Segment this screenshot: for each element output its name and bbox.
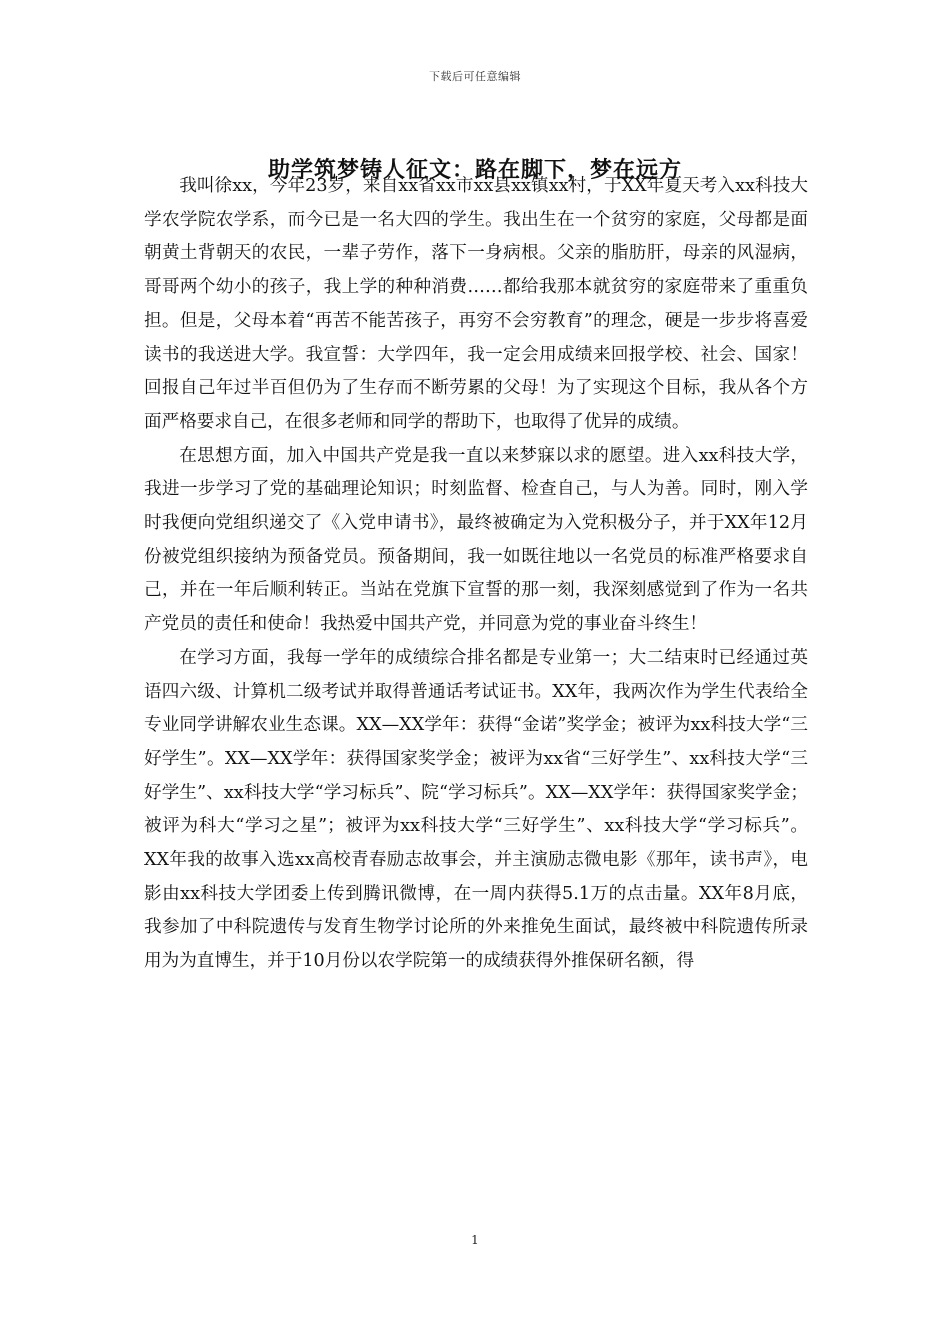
document-title: 助学筑梦铸人征文：路在脚下，梦在远方 xyxy=(267,157,682,183)
page-header: 下载后可任意编辑 xyxy=(429,70,521,83)
page-number: 1 xyxy=(471,1233,479,1247)
paragraph-intro: 我叫徐xx，今年23岁，来自xx省xx市xx县xx镇xx村，于XX年夏天考入xx科技大学农学院农学系，而今已是一名大四的学生。我出生在一个贫穷的家庭，父母都是面朝黄土背朝天的农民，一辈子劳作，落下一身病根。父亲的脂肪肝，母亲的风湿病，哥哥两个幼小的孩子，我上学的种种消费……都给我那本就贫穷的家庭带来了重重负担。但是，父母本着“再苦不能苦孩子，再穷不会穷教育”的理念，硬是一步步将喜爱读书的我送进大学。我宣誓：大学四年，我一定会用成绩来回报学校、社会、国家！回报自己年过半百但仍为了生存而不断劳累的父母！为了实现这个目标，我从各个方面严格要求自己，在很多老师和同学的帮助下，也取得了优异的成绩。 xyxy=(144,176,808,432)
paragraph-study: 在学习方面，我每一学年的成绩综合排名都是专业第一；大二结束时已经通过英语四六级、计算机二级考试并取得普通话考试证书。XX年，我两次作为学生代表给全专业同学讲解农业生态课。XX—XX学年：获得“金诺”奖学金；被评为xx科技大学“三好学生”。XX—XX学年：获得国家奖学金；被评为xx省“三好学生”、xx科技大学“三好学生”、xx科技大学“学习标兵”、院“学习标兵”。XX—XX学年：获得国家奖学金；被评为科大“学习之星”；被评为xx科技大学“三好学生”、xx科技大学“学习标兵”。XX年我的故事入选xx高校青春励志故事会，并主演励志微电影《那年，读书声》，电影由xx科技大学团委上传到腾讯微博，在一周内获得5.1万的点击量。XX年8月底，我参加了中科院遗传与发育生物学讨论所的外来推免生面试，最终被中科院遗传所录用为为直博生，并于10月份以农学院第一的成绩获得外推保研名额，得 xyxy=(144,647,808,972)
paragraph-ideology: 在思想方面，加入中国共产党是我一直以来梦寐以求的愿望。进入xx科技大学，我进一步学习了党的基础理论知识；时刻监督、检查自己，与人为善。同时，刚入学时我便向党组织递交了《入党申请书》，最终被确定为入党积极分子，并于XX年12月份被党组织接纳为预备党员。预备期间，我一如既往地以一名党员的标准严格要求自己，并在一年后顺利转正。当站在党旗下宣誓的那一刻，我深刻感觉到了作为一名共产党员的责任和使命！我热爱中国共产党，并同意为党的事业奋斗终生！ xyxy=(144,445,808,635)
document-body xyxy=(144,170,808,979)
